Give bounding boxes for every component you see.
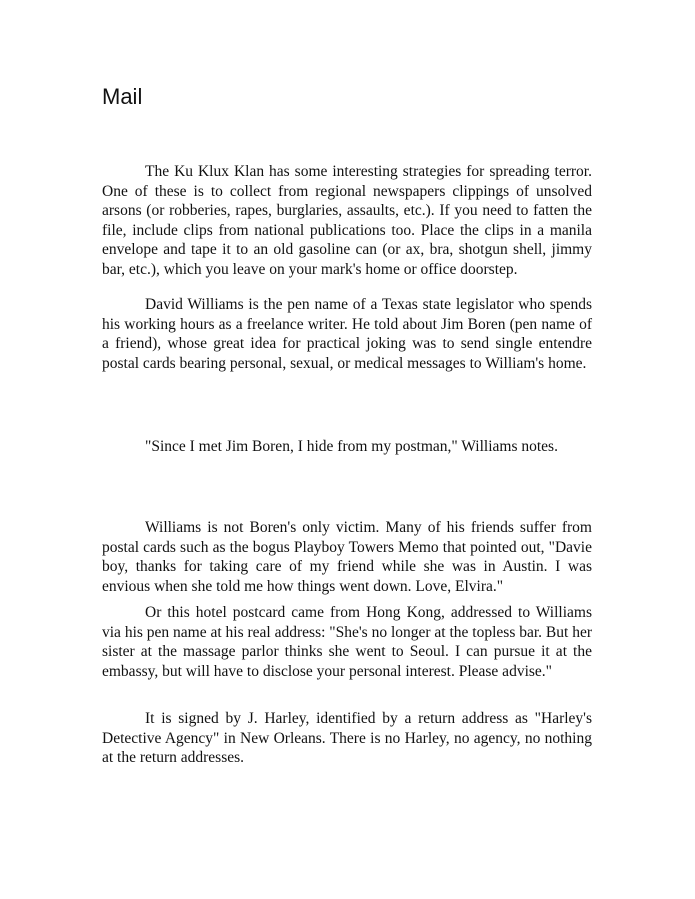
paragraph-hong-kong-postcard: Or this hotel postcard came from Hong Kong, addressed to Williams via his pen name at his real address: "She's no longer at the topless bar. But her sister at the massage parlor thinks she went to Seoul. I can pursue it at the embassy, but will have to disclose your personal interest. Please advise." bbox=[102, 604, 592, 680]
paragraph-playboy-memo: Williams is not Boren's only victim. Many of his friends suffer from postal cards such as the bogus Playboy Towers Memo that pointed out, "Davie boy, thanks for taking care of my friend while she was in Austin. I was envious when she told me how things went down. Love, Elvira." bbox=[102, 519, 592, 595]
paragraph-kkk-strategy: The Ku Klux Klan has some interesting strategies for spreading terror. One of these is to collect from regional newspapers clippings of unsolved arsons (or robberies, rapes, burglaries, assaults, etc.). If you need to fatten the file, include clips from national publications too. Place the clips in a manila envelope and tape it to an old gasoline can (or ax, bra, shotgun shell, jimmy bar, etc.), which you leave on your mark's home or office doorstep. bbox=[102, 163, 592, 278]
paragraph-postman-quote: "Since I met Jim Boren, I hide from my postman," Williams notes. bbox=[145, 438, 558, 455]
paragraph-harley-signature: It is signed by J. Harley, identified by a return address as "Harley's Detective Agency" in New Orleans. There is no Harley, no agency, no nothing at the return addresses. bbox=[102, 710, 592, 766]
paragraph-david-williams: David Williams is the pen name of a Texas state legislator who spends his working hours as a freelance writer. He told about Jim Boren (pen name of a friend), whose great idea for practical joking was to send single entendre postal cards bearing personal, sexual, or medical messages to William's home. bbox=[102, 296, 592, 372]
page-title: Mail bbox=[102, 84, 143, 109]
